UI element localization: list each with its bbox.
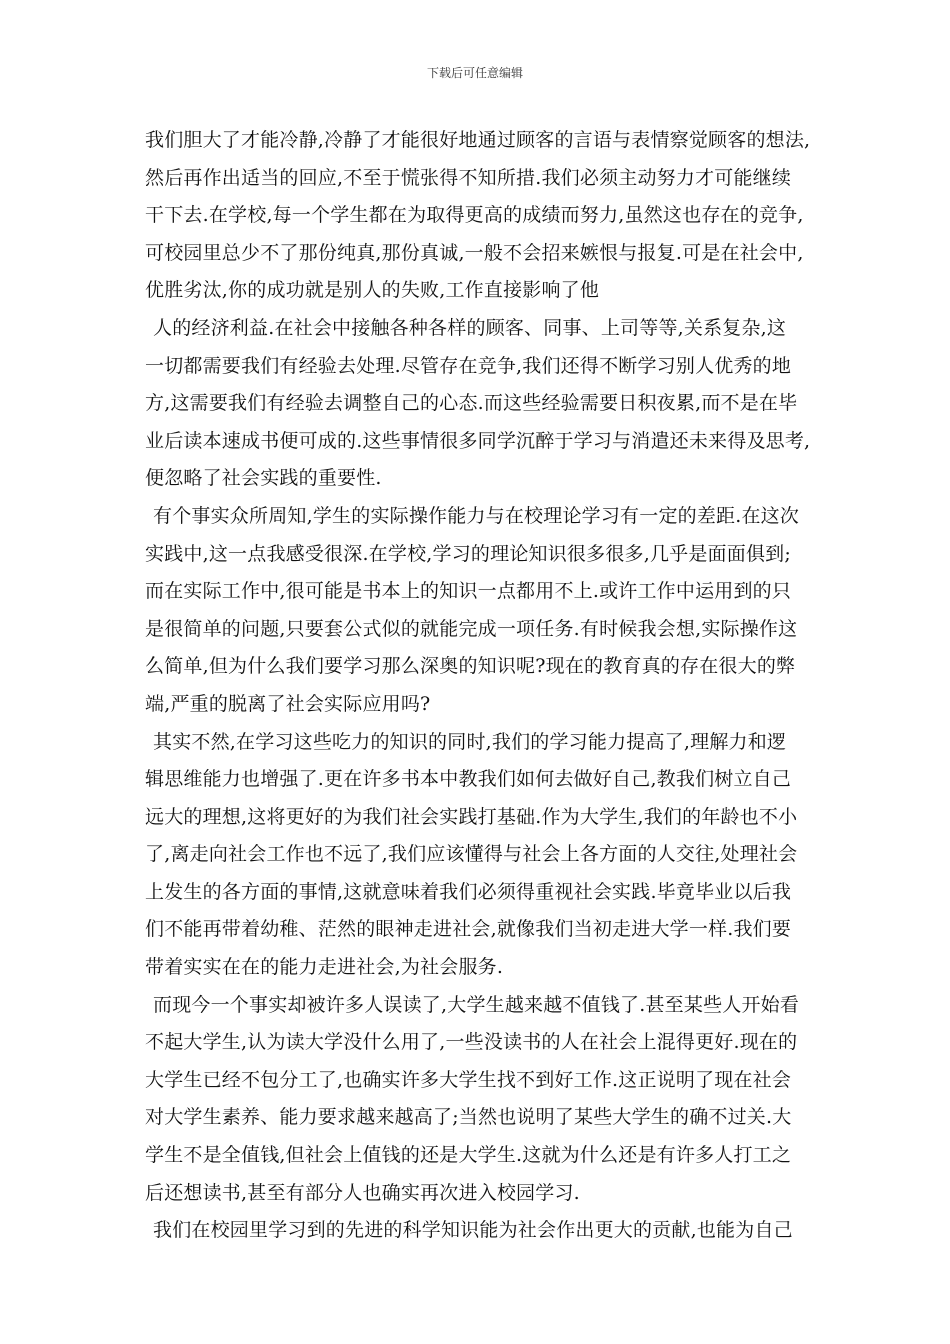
paragraph-4 <box>145 724 809 987</box>
text-line: 实践中,这一点我感受很深.在学校,学习的理论知识很多很多,几乎是面面俱到; <box>145 542 791 565</box>
paragraph-6 <box>145 1212 809 1250</box>
text-line: 一切都需要我们有经验去处理.尽管存在竞争,我们还得不断学习别人优秀的地 <box>145 354 792 377</box>
text-line: 对大学生素养、能力要求越来越高了;当然也说明了某些大学生的确不过关.大 <box>145 1106 792 1129</box>
text-line: 后还想读书,甚至有部分人也确实再次进入校园学习. <box>145 1181 580 1204</box>
text-line: 我们在校园里学习到的先进的科学知识能为社会作出更大的贡献,也能为自己 <box>153 1219 793 1242</box>
text-line: 我们胆大了才能冷静,冷静了才能很好地通过顾客的言语与表情察觉顾客的想法, <box>145 129 811 151</box>
text-line: 是很简单的问题,只要套公式似的就能完成一项任务.有时候我会想,实际操作这 <box>145 617 798 640</box>
text-line: 带着实实在在的能力走进社会,为社会服务. <box>145 956 504 979</box>
text-line: 上发生的各方面的事情,这就意味着我们必须得重视社会实践.毕竟毕业以后我 <box>145 880 792 903</box>
text-line: 远大的理想,这将更好的为我们社会实践打基础.作为大学生,我们的年龄也不小 <box>145 805 798 828</box>
paragraph-5 <box>145 987 809 1213</box>
text-line: 而现今一个事实却被许多人误读了,大学生越来越不值钱了.甚至某些人开始看 <box>153 993 800 1016</box>
text-line: 然后再作出适当的回应,不至于慌张得不知所措.我们必须主动努力才可能继续 <box>145 166 792 189</box>
text-line: 不起大学生,认为读大学没什么用了,一些没读书的人在社会上混得更好.现在的 <box>145 1031 798 1054</box>
text-line: 其实不然,在学习这些吃力的知识的同时,我们的学习能力提高了,理解力和逻 <box>153 730 787 753</box>
text-line: 端,严重的脱离了社会实际应用吗? <box>145 692 431 715</box>
text-line: 便忽略了社会实践的重要性. <box>145 467 382 490</box>
paragraph-1 <box>145 122 809 310</box>
text-line: 么简单,但为什么我们要学习那么深奥的知识呢?现在的教育真的存在很大的弊 <box>145 655 796 678</box>
paragraph-3 <box>145 498 809 724</box>
text-line: 了,离走向社会工作也不远了,我们应该懂得与社会上各方面的人交往,处理社会 <box>145 843 798 866</box>
text-line: 可校园里总少不了那份纯真,那份真诚,一般不会招来嫉恨与报复.可是在社会中, <box>145 241 804 264</box>
text-line: 而在实际工作中,很可能是书本上的知识一点都用不上.或许工作中运用到的只 <box>145 580 792 603</box>
text-line: 辑思维能力也增强了.更在许多书本中教我们如何去做好自己,教我们树立自己 <box>145 768 792 791</box>
text-line: 干下去.在学校,每一个学生都在为取得更高的成绩而努力,虽然这也存在的竞争, <box>145 204 804 227</box>
page-header: 下载后可任意编辑 <box>426 66 523 80</box>
text-line: 方,这需要我们有经验去调整自己的心态.而这些经验需要日积夜累,而不是在毕 <box>145 392 798 415</box>
text-line: 有个事实众所周知,学生的实际操作能力与在校理论学习有一定的差距.在这次 <box>153 504 800 527</box>
document-body <box>145 122 809 1250</box>
paragraph-2 <box>145 310 809 498</box>
text-line: 业后读本速成书便可成的.这些事情很多同学沉醉于学习与消遣还未来得及思考, <box>145 429 811 452</box>
text-line: 优胜劣汰,你的成功就是别人的失败,工作直接影响了他 <box>145 279 600 302</box>
text-line: 们不能再带着幼稚、茫然的眼神走进社会,就像我们当初走进大学一样.我们要 <box>145 918 792 941</box>
text-line: 人的经济利益.在社会中接触各种各样的顾客、同事、上司等等,关系复杂,这 <box>153 316 787 339</box>
text-line: 学生不是全值钱,但社会上值钱的还是大学生.这就为什么还是有许多人打工之 <box>145 1144 792 1167</box>
text-line: 大学生已经不包分工了,也确实许多大学生找不到好工作.这正说明了现在社会 <box>145 1068 792 1091</box>
